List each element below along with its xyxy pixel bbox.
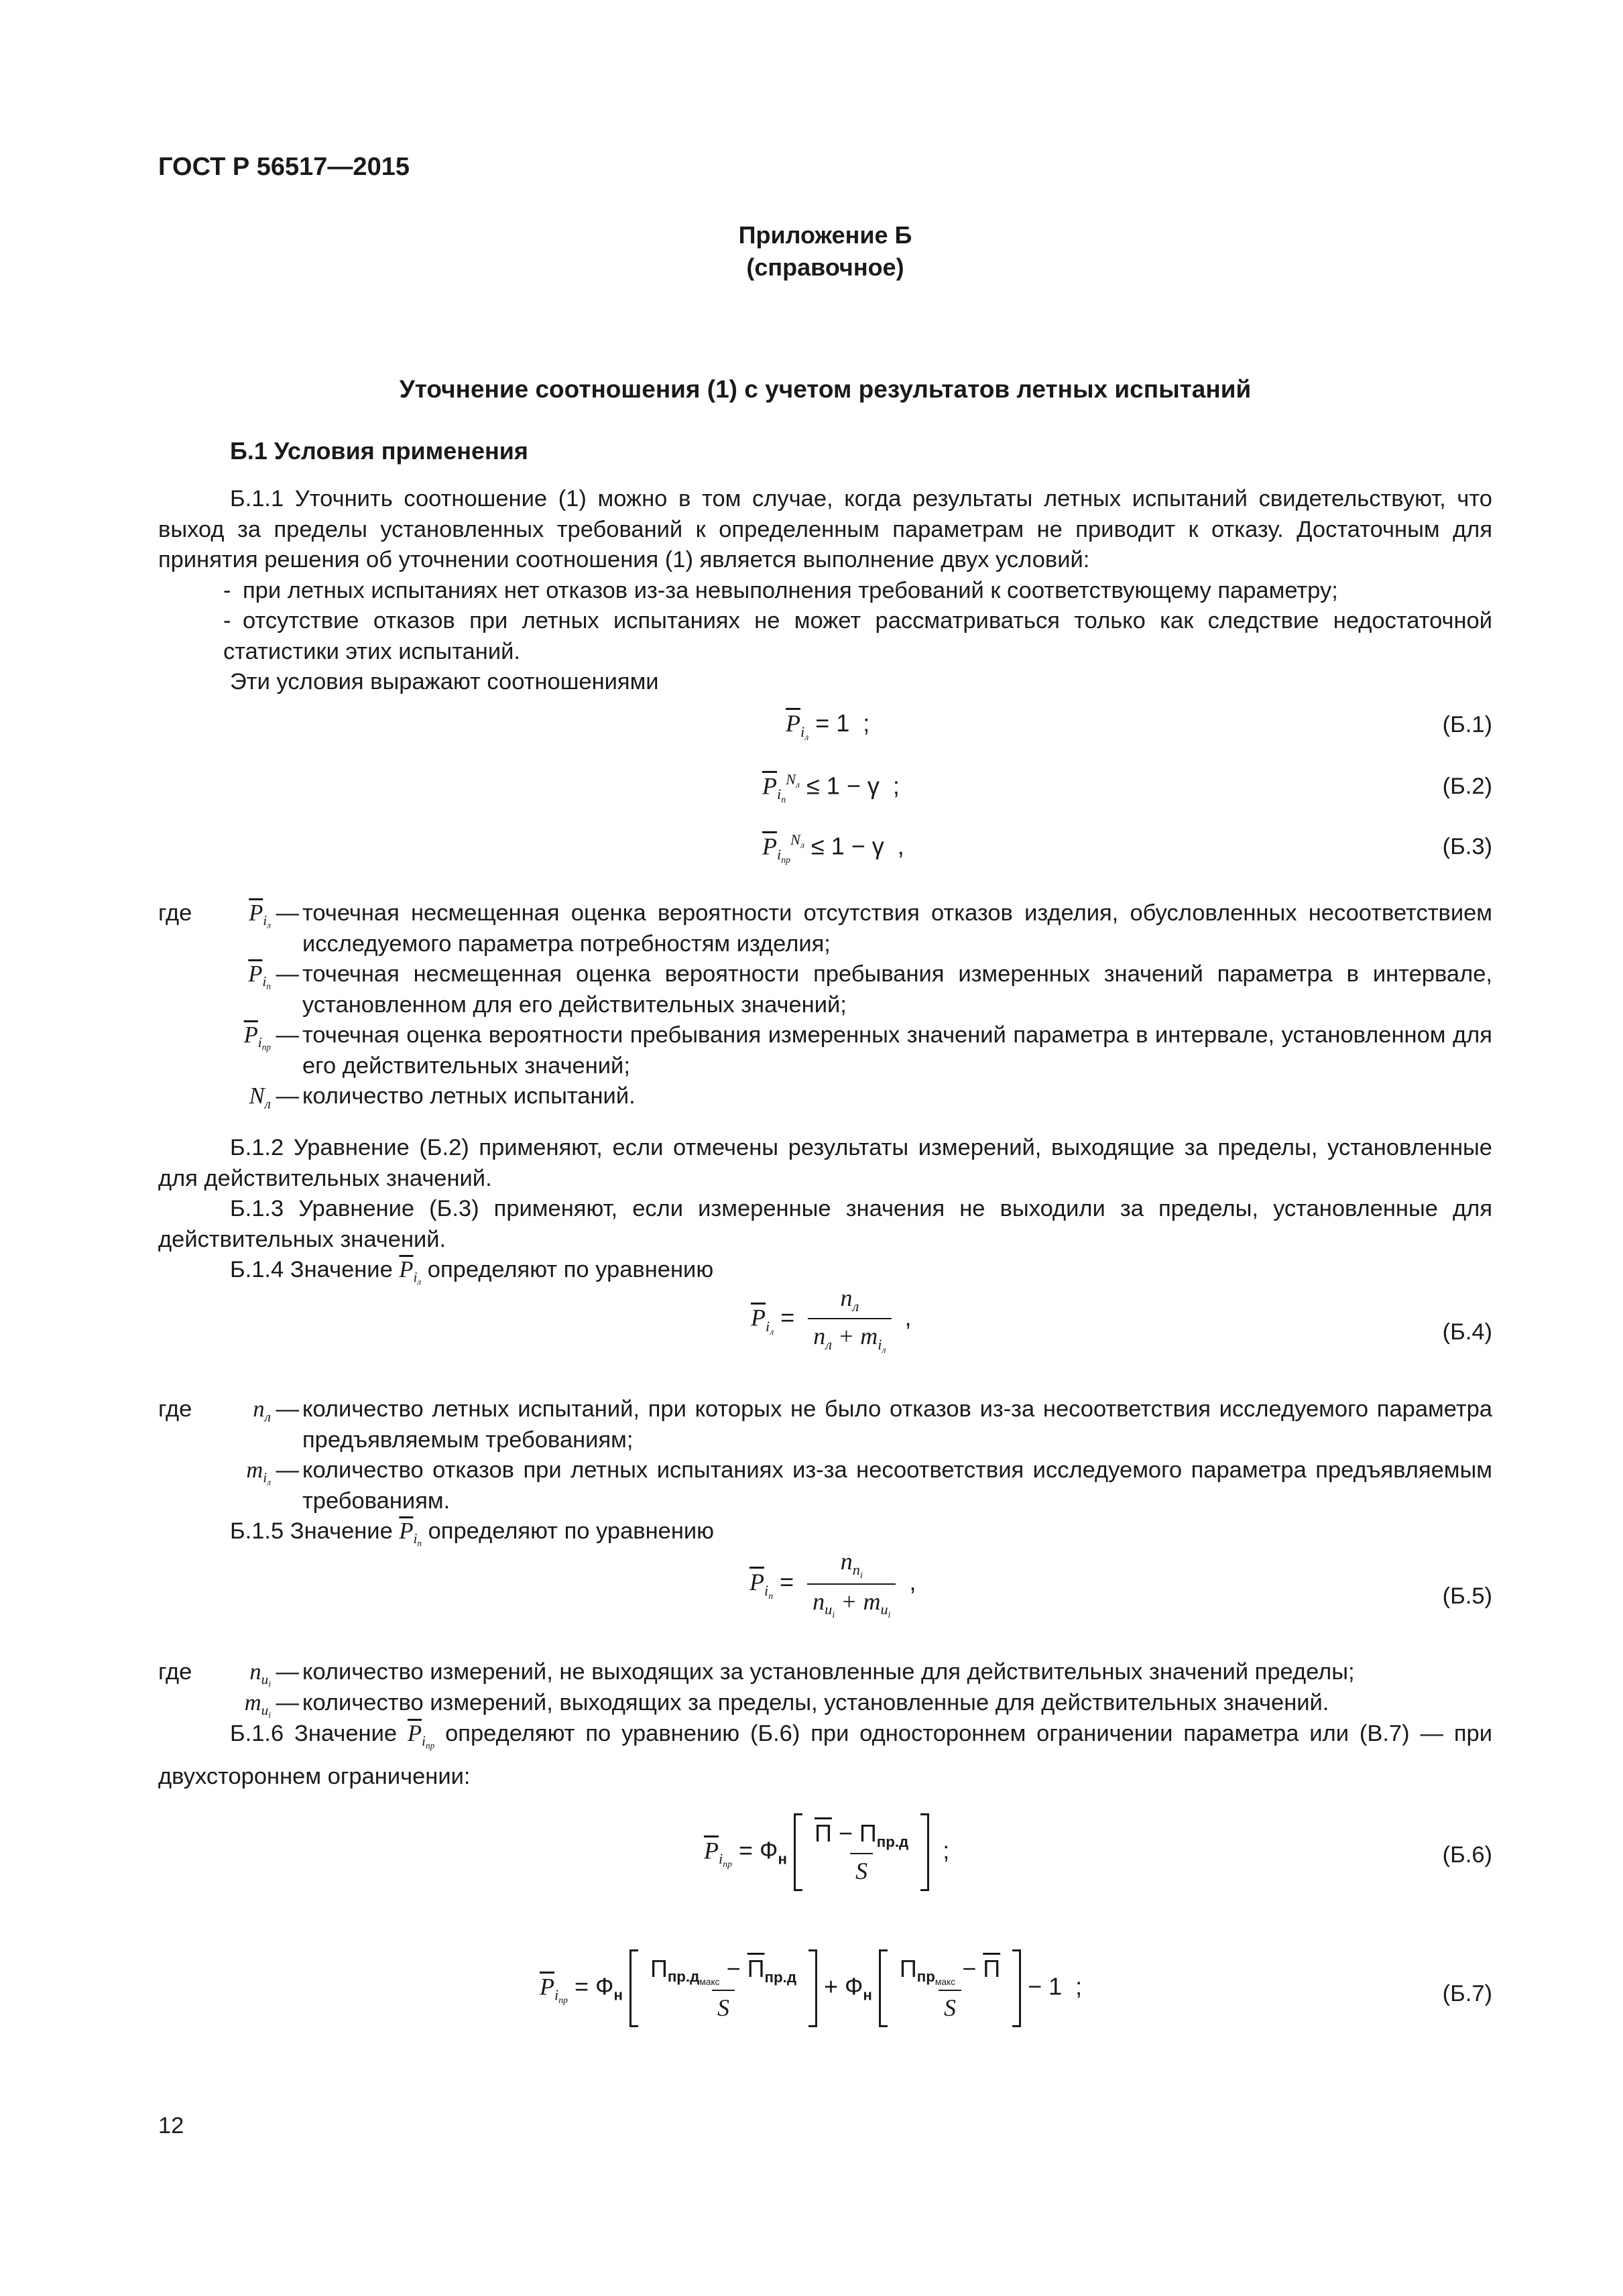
- definition-item: где $n_{u_i}$ — количество измерений, не выходящих за установленные для действительных значений пределы;: [158, 1659, 1355, 1690]
- definition-item: $\overline{P}_{i_{пр}}$ — точечная оценка вероятности пребывания измеренных значений параметра в интервале, установленном для его действительных значений;: [243, 1022, 1492, 1079]
- equation-b2: $\overline{P}_{i_n}^{N_л} \le 1 - \gamma$ ;: [762, 771, 900, 805]
- bullet-item: - отсутствие отказов при летных испытаниях не может рассматриваться только как следствие недостаточной статистики этих испытаний.: [223, 608, 1492, 664]
- paragraph-b12: Б.1.2 Уравнение (Б.2) применяют, если отмечены результаты измерений, выходящие за пределы, установленные для действительных значений.: [158, 1135, 1492, 1191]
- paragraph-b15: Б.1.5 Значение $\overline{P}_{i_n}$ определяют по уравнению: [230, 1518, 715, 1549]
- equation-number: (Б.3): [1442, 834, 1492, 859]
- definitions-list: [158, 1394, 1492, 1516]
- definition-item: $\overline{P}_{i_n}$ — точечная несмещенная оценка вероятности пребывания измеренных значений параметра в интервале, установленном для его действительных значений;: [248, 961, 1492, 1018]
- appendix-kind: (справочное): [746, 253, 904, 281]
- equation-number: (Б.5): [1442, 1583, 1492, 1609]
- definitions-list: [158, 1657, 1492, 1718]
- appendix-title: Приложение Б: [738, 221, 912, 249]
- equation-number: (Б.6): [1442, 1842, 1492, 1868]
- equation-number: (Б.1): [1442, 712, 1492, 737]
- paragraphs-b12-b14: [158, 1133, 1492, 1298]
- paragraph-b11: Б.1.1 Уточнить соотношение (1) можно в том случае, когда результаты летных испытаний свидетельствуют, что выход за пределы установленных требований к определенным параметрам не приводит к отказу. Достаточным для принятия решения об уточнении соотношения (1) является выполнение двух условий:: [158, 486, 1492, 572]
- definitions-list: [158, 898, 1492, 1112]
- equation-number: (Б.2): [1442, 774, 1492, 799]
- definition-item: $N_л$ — количество летных испытаний.: [249, 1083, 636, 1112]
- equation-b7: $\overline{P}_{i_{пр}} = Ф_н$ $\frac{П_{пр.д_{макс}} - П_{пр.д}}{S}$ + $Ф_н$ $\frac{П_{пр_{макс}} - П}{S}$ − 1 ;: [540, 1949, 1082, 2027]
- definition-item: $m_{i_л}$ — количество отказов при летных испытаниях из-за несоответствия исследуемого параметра предъявляемым требованиям.: [246, 1457, 1492, 1514]
- bullet-item: - при летных испытаниях нет отказов из-за невыполнения требований к соответствующему параметру;: [223, 577, 1338, 603]
- page-number: 12: [158, 2113, 184, 2138]
- equation-b1: $\overline{P}_{i_л} = 1$ ;: [786, 709, 870, 742]
- definition-item: $m_{u_i}$ — количество измерений, выходящих за пределы, установленные для действительных значений.: [244, 1689, 1329, 1720]
- paragraph-b13: Б.1.3 Уравнение (Б.3) применяют, если измеренные значения не выходили за пределы, установленные для действительных значений.: [158, 1196, 1492, 1252]
- definition-item: где $\overline{P}_{i_л}$ — точечная несмещенная оценка вероятности отсутствия отказов изделия, обусловленных несоответствием исследуемого параметра потребностям изделия;: [158, 900, 1492, 957]
- subsection-heading: Б.1 Условия применения: [230, 437, 528, 465]
- intro-paragraphs: [158, 484, 1492, 698]
- definition-item: где $n_л$ — количество летных испытаний, при которых не было отказов из-за несоответствия исследуемого параметра предъявляемым требованиям;: [158, 1396, 1492, 1453]
- equation-b6: $\overline{P}_{i_{пр}} = Ф_н$ $\frac{П - П_{пр.д}}{S}$ ;: [704, 1813, 949, 1891]
- equation-number: (Б.4): [1442, 1319, 1492, 1345]
- section-title: Уточнение соотношения (1) с учетом результатов летных испытаний: [399, 375, 1252, 403]
- paragraph-b16: Б.1.6 Значение $\overline{P}_{i_{пр}}$ определяют по уравнению (Б.6) при одностороннем ограничении параметра или (В.7) — при двухстороннем ограничении:: [158, 1721, 1492, 1789]
- paragraph-conditions: Эти условия выражают соотношениями: [230, 669, 659, 694]
- equation-b3: $\overline{P}_{i_{пр}}^{N_л} \le 1 - \gamma$ ,: [762, 831, 904, 865]
- equation-b4: $\overline{P}_{i_л}$ = $\frac{n_л}{n_л + m_{i_л}}$ ,: [751, 1284, 912, 1355]
- equation-number: (Б.7): [1442, 1981, 1492, 2006]
- document-id: ГОСТ Р 56517—2015: [158, 153, 410, 181]
- paragraph-b14: Б.1.4 Значение $\overline{P}_{i_л}$ определяют по уравнению: [230, 1257, 714, 1288]
- equation-b5: $\overline{P}_{i_n}$ = $\frac{n_{n_i}}{n_{u_i} + m_{u_i}}$ ,: [749, 1548, 916, 1620]
